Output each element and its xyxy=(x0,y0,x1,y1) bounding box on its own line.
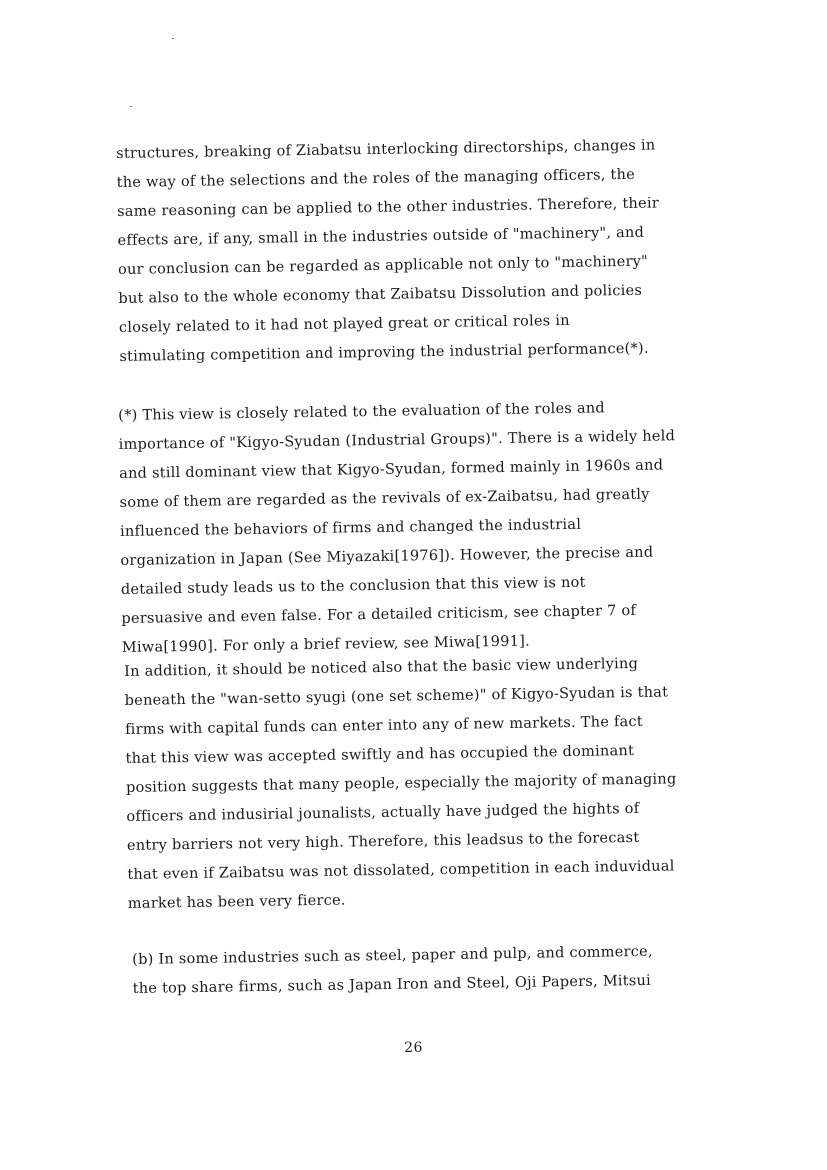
text-line: detailed study leads us to the conclusion that this view is not xyxy=(120,574,586,598)
text-line: beneath the "wan-setto syugi (one set scheme)" of Kigyo-Syudan is that xyxy=(124,684,669,709)
text-line: officers and indusirial jounalists, actually have judged the hights of xyxy=(126,800,640,825)
text-line: the way of the selections and the roles of the managing officers, the xyxy=(116,166,636,191)
body-paragraph-conclusion xyxy=(116,131,708,372)
text-line: position suggests that many people, especially the majority of managing xyxy=(125,771,677,796)
text-line: our conclusion can be regarded as applicable not only to "machinery" xyxy=(117,253,649,278)
text-line: (b) In some industries such as steel, paper and pulp, and commerce, xyxy=(132,943,653,968)
text-line: that even if Zaibatsu was not dissolated, competition in each induvidual xyxy=(127,858,675,883)
text-line: persuasive and even false. For a detailed criticism, see chapter 7 of xyxy=(121,602,637,627)
body-paragraph-point-b xyxy=(132,937,715,1004)
text-line: the top share firms, such as Japan Iron and Steel, Oji Papers, Mitsui xyxy=(132,972,652,997)
text-line: influenced the behaviors of firms and changed the industrial xyxy=(119,516,582,540)
text-line: firms with capital funds can enter into any of new markets. The fact xyxy=(125,713,644,738)
text-line: organization in Japan (See Miyazaki[1976]). However, the precise and xyxy=(120,544,654,569)
text-line: structures, breaking of Ziabatsu interlocking directorships, changes in xyxy=(116,137,656,162)
scan-speck xyxy=(130,106,132,107)
text-line: closely related to it had not played great or critical roles in xyxy=(118,312,570,336)
scan-speck xyxy=(172,38,174,39)
text-line: effects are, if any, small in the industries outside of "machinery", and xyxy=(117,224,645,249)
footnote-paragraph xyxy=(118,393,712,663)
text-line: Miwa[1990]. For only a brief review, see Miwa[1991]. xyxy=(121,633,531,656)
text-line: that this view was accepted swiftly and has occupied the dominant xyxy=(125,743,635,767)
text-line: same reasoning can be applied to the other industries. Therefore, their xyxy=(117,195,660,220)
text-line: and still dominant view that Kigyo-Syudan, formed mainly in 1960s and xyxy=(119,457,664,482)
text-line: stimulating competition and improving the industrial performance(*). xyxy=(119,340,649,365)
text-line: In addition, it should be noticed also that the basic view underlying xyxy=(124,655,639,680)
text-line: (*) This view is closely related to the evaluation of the roles and xyxy=(118,400,606,424)
footnote-addition-paragraph xyxy=(124,649,718,919)
text-line: market has been very fierce. xyxy=(127,892,346,912)
page-number: 26 xyxy=(404,1040,423,1056)
text-line: some of them are regarded as the revivals of ex-Zaibatsu, had greatly xyxy=(119,486,650,511)
text-line: but also to the whole economy that Zaibatsu Dissolution and policies xyxy=(118,282,643,307)
text-line: importance of "Kigyo-Syudan (Industrial Groups)". There is a widely held xyxy=(118,428,676,453)
text-line: entry barriers not very high. Therefore, this leadsus to the forecast xyxy=(126,829,640,854)
